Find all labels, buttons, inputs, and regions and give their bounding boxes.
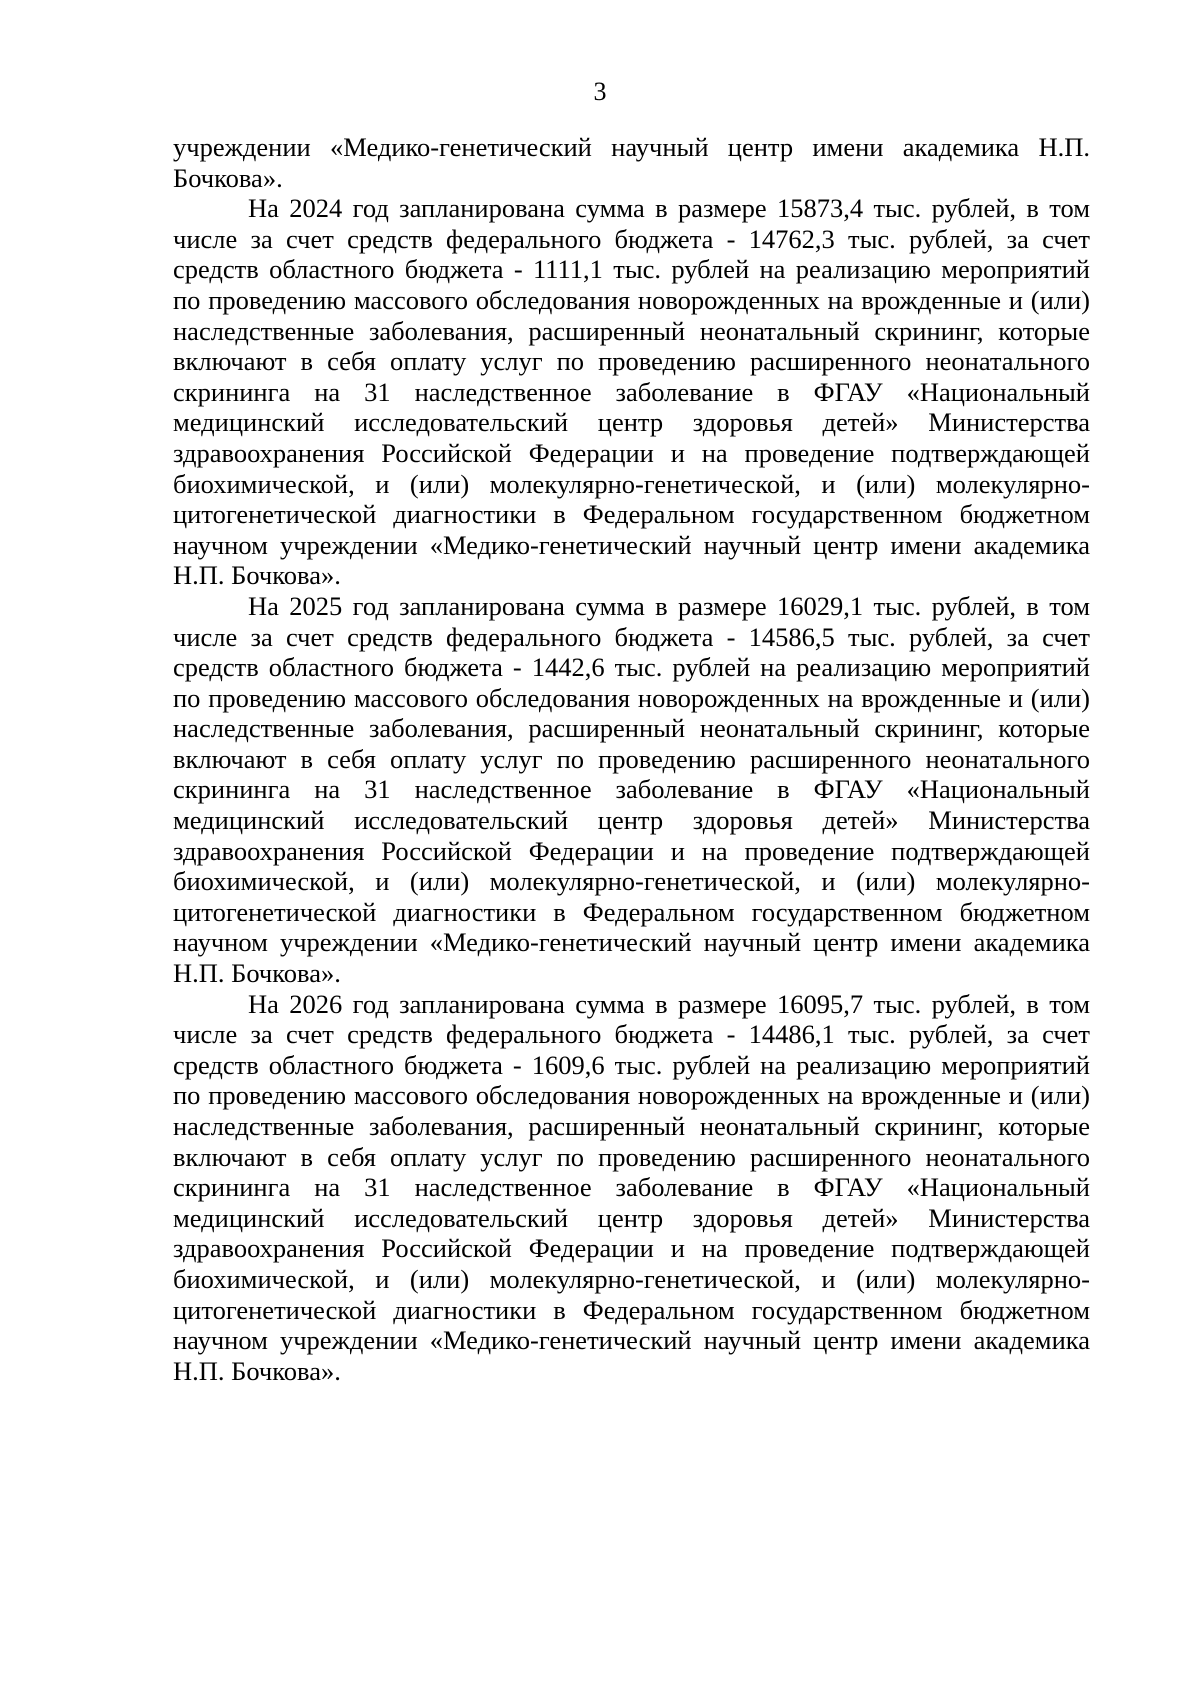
paragraph-2025-funding: На 2025 год запланирована сумма в размере 16029,1 тыс. рублей, в том числе за счет средств федерального бюджета - 14586,5 тыс. рублей, за счет средств областного бюджета - 1442,6 тыс. рублей на реализацию мероприятий по проведению массового обследования новорожденных на врожденные и (или) наследственные заболевания, расширенный неонатальный скрининг, которые включают в себя оплату услуг по проведению расширенного неонатального скрининга на 31 наследственное заболевание в ФГАУ «Национальный медицинский исследовательский центр здоровья детей» Министерства здравоохранения Российской Федерации и на проведение подтверждающей биохимической, и (или) молекулярно-генетической, и (или) молекулярно-цитогенетической диагностики в Федеральном государственном бюджетном научном учреждении «Медико-генетический научный центр имени академика Н.П. Бочкова». [173,590,1090,989]
paragraph-2026-funding: На 2026 год запланирована сумма в размере 16095,7 тыс. рублей, в том числе за счет средств федерального бюджета - 14486,1 тыс. рублей, за счет средств областного бюджета - 1609,6 тыс. рублей на реализацию мероприятий по проведению массового обследования новорожденных на врожденные и (или) наследственные заболевания, расширенный неонатальный скрининг, которые включают в себя оплату услуг по проведению расширенного неонатального скрининга на 31 наследственное заболевание в ФГАУ «Национальный медицинский исследовательский центр здоровья детей» Министерства здравоохранения Российской Федерации и на проведение подтверждающей биохимической, и (или) молекулярно-генетической, и (или) молекулярно-цитогенетической диагностики в Федеральном государственном бюджетном научном учреждении «Медико-генетический научный центр имени академика Н.П. Бочкова». [173,988,1090,1386]
paragraph-2024-funding: На 2024 год запланирована сумма в размере 15873,4 тыс. рублей, в том числе за счет средств федерального бюджета - 14762,3 тыс. рублей, за счет средств областного бюджета - 1111,1 тыс. рублей на реализацию мероприятий по проведению массового обследования новорожденных на врожденные и (или) наследственные заболевания, расширенный неонатальный скрининг, которые включают в себя оплату услуг по проведению расширенного неонатального скрининга на 31 наследственное заболевание в ФГАУ «Национальный медицинский исследовательский центр здоровья детей» Министерства здравоохранения Российской Федерации и на проведение подтверждающей биохимической, и (или) молекулярно-генетической, и (или) молекулярно-цитогенетической диагностики в Федеральном государственном бюджетном научном учреждении «Медико-генетический научный центр имени академика Н.П. Бочкова». [173,193,1090,591]
document-body [173,132,1090,1386]
page-number: 3 [593,77,607,106]
paragraph-continuation: учреждении «Медико-генетический научный центр имени академика Н.П. Бочкова». [173,132,1090,193]
